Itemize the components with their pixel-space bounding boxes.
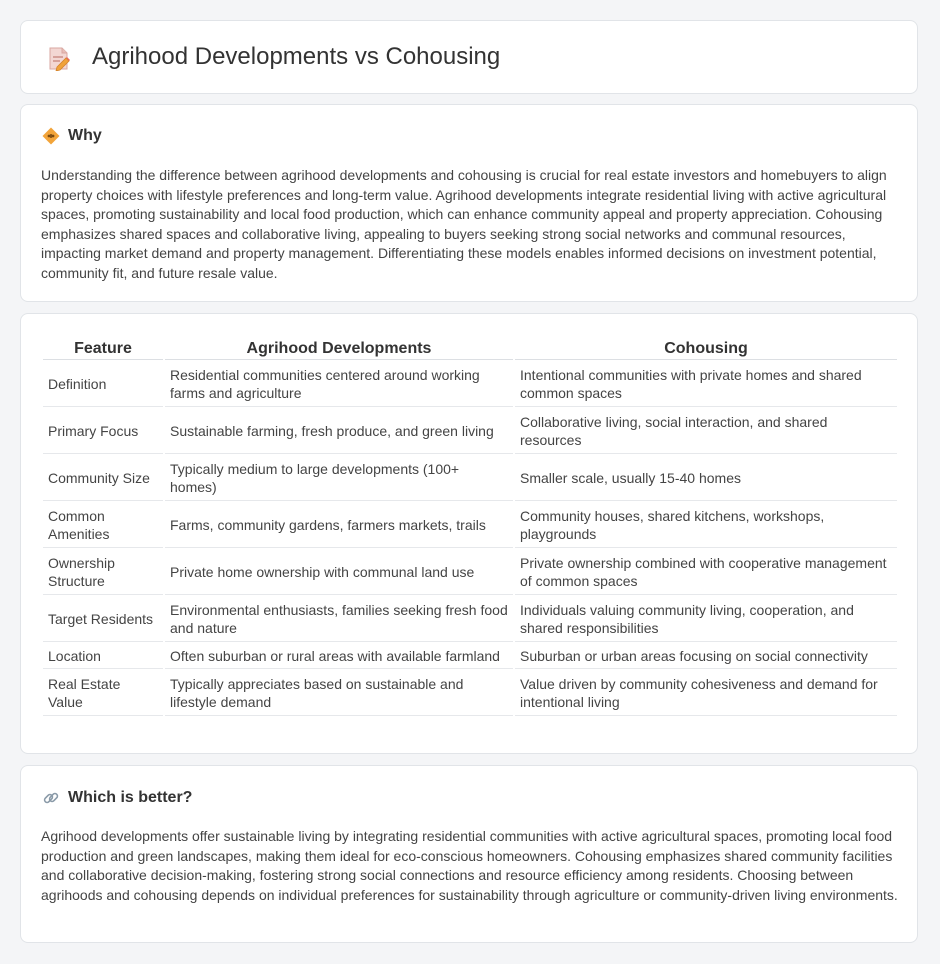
feature-cell: Real Estate Value xyxy=(43,671,163,716)
comparison-section xyxy=(20,313,918,754)
table-row xyxy=(43,362,897,407)
table-row xyxy=(43,503,897,548)
better-paragraph: Agrihood developments offer sustainable living by integrating residential communities with active agricultural spaces, promoting local food production and green landscapes, making them ideal for eco-conscious homeowners. Cohousing emphasizes shared community facilities and collaborative decision-making, fostering strong social connections and resource efficiency among residents. Choosing between agrihoods and cohousing depends on individual preferences for sustainability through agriculture or community-driven living environments. xyxy=(41,828,898,903)
cohousing-cell: Smaller scale, usually 15-40 homes xyxy=(515,456,897,501)
agrihood-cell: Often suburban or rural areas with available farmland xyxy=(165,644,513,669)
table-row xyxy=(43,456,897,501)
table-row xyxy=(43,550,897,595)
cohousing-cell: Suburban or urban areas focusing on social connectivity xyxy=(515,644,897,669)
feature-cell: Community Size xyxy=(43,456,163,501)
agrihood-cell: Sustainable farming, fresh produce, and green living xyxy=(165,409,513,454)
document-pencil-icon xyxy=(48,47,70,71)
link-icon xyxy=(42,789,60,807)
table-row xyxy=(43,671,897,716)
agrihood-cell: Typically appreciates based on sustainable and lifestyle demand xyxy=(165,671,513,716)
feature-cell: Definition xyxy=(43,362,163,407)
why-title: Why xyxy=(68,127,102,144)
table-row xyxy=(43,597,897,642)
agrihood-cell: Typically medium to large developments (100+ homes) xyxy=(165,456,513,501)
cohousing-cell: Value driven by community cohesiveness and demand for intentional living xyxy=(515,671,897,716)
agrihood-cell: Farms, community gardens, farmers markets, trails xyxy=(165,503,513,548)
better-title: Which is better? xyxy=(68,789,193,806)
which-is-better-section xyxy=(20,765,918,943)
feature-cell: Ownership Structure xyxy=(43,550,163,595)
feature-cell: Common Amenities xyxy=(43,503,163,548)
why-section xyxy=(20,104,918,302)
page-title: Agrihood Developments vs Cohousing xyxy=(92,43,501,70)
why-paragraph: Understanding the difference between agrihood developments and cohousing is crucial for real estate investors and homebuyers to align property choices with lifestyle preferences and long-term value. Agrihood developments integrate residential living with active agricultural spaces, promoting sustainability and local food production, which can enhance community appeal and property appreciation. Cohousing emphasizes shared spaces and collaborative living, appealing to buyers seeking strong social networks and communal resources, impacting market demand and property management. Differentiating these models enables informed decisions on investment potential, community fit, and future resale value. xyxy=(41,167,887,281)
bulb-diamond-icon xyxy=(42,127,60,145)
cohousing-cell: Collaborative living, social interaction, and shared resources xyxy=(515,409,897,454)
feature-cell: Target Residents xyxy=(43,597,163,642)
header-feature: Feature xyxy=(43,336,163,360)
why-heading xyxy=(42,127,102,145)
cohousing-cell: Individuals valuing community living, cooperation, and shared responsibilities xyxy=(515,597,897,642)
agrihood-cell: Residential communities centered around working farms and agriculture xyxy=(165,362,513,407)
table-row xyxy=(43,644,897,669)
table-row xyxy=(43,409,897,454)
comparison-table xyxy=(41,334,899,718)
cohousing-cell: Intentional communities with private homes and shared common spaces xyxy=(515,362,897,407)
header-cohousing: Cohousing xyxy=(515,336,897,360)
table-header-row xyxy=(43,336,897,360)
title-card xyxy=(20,20,918,94)
better-heading xyxy=(42,789,192,807)
cohousing-cell: Private ownership combined with cooperative management of common spaces xyxy=(515,550,897,595)
feature-cell: Primary Focus xyxy=(43,409,163,454)
cohousing-cell: Community houses, shared kitchens, workshops, playgrounds xyxy=(515,503,897,548)
header-agrihood: Agrihood Developments xyxy=(165,336,513,360)
agrihood-cell: Private home ownership with communal land use xyxy=(165,550,513,595)
feature-cell: Location xyxy=(43,644,163,669)
agrihood-cell: Environmental enthusiasts, families seeking fresh food and nature xyxy=(165,597,513,642)
